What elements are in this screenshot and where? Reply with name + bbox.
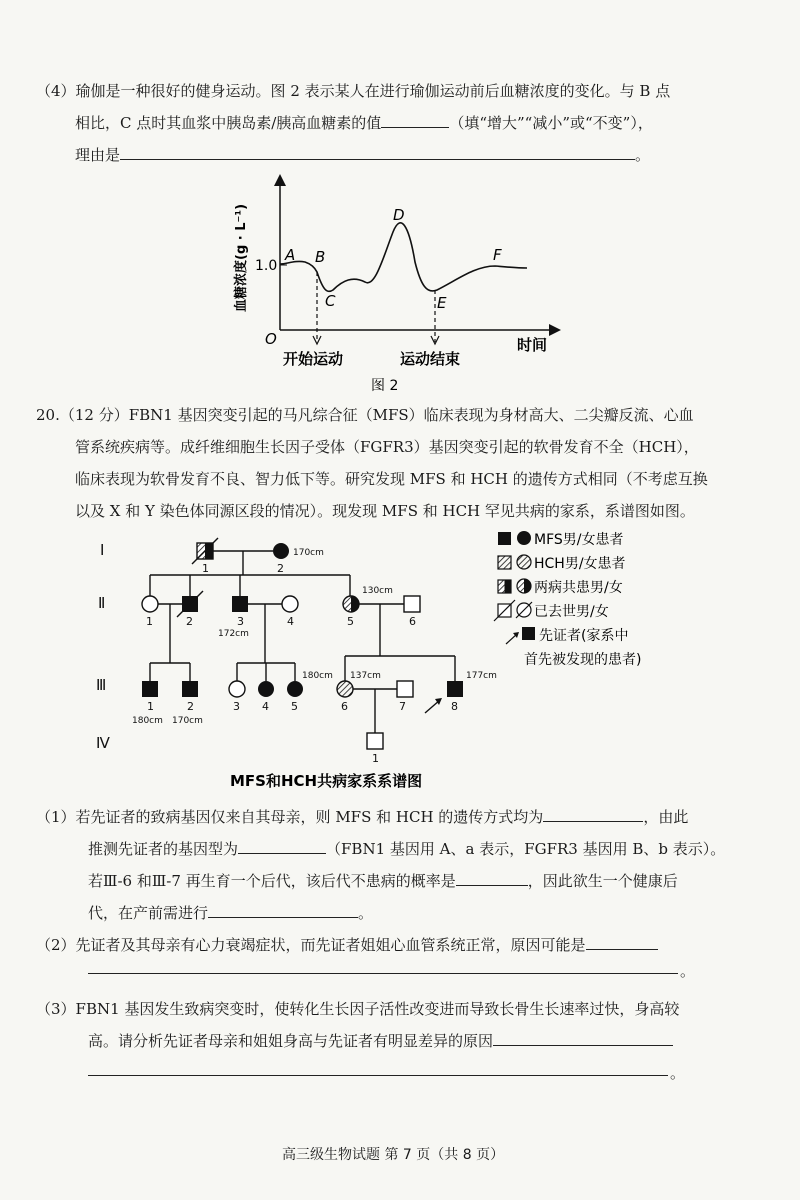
height-ii-5: 130cm — [362, 586, 393, 596]
figure-2-caption: 图 2 — [371, 378, 399, 394]
individual-iv-1 — [367, 733, 383, 749]
individual-iii-7 — [397, 681, 413, 697]
figure-2-graph — [225, 172, 565, 402]
label-iii-4: 4 — [262, 700, 269, 713]
start-exercise-label: 开始运动 — [283, 350, 344, 368]
individual-ii-1 — [142, 596, 158, 612]
label-iii-8: 8 — [451, 700, 458, 713]
sub1-line4: 代，在产前需进行 。 — [88, 904, 374, 922]
individual-ii-3 — [232, 596, 248, 612]
legend-both: 两病共患男/女 — [534, 580, 623, 596]
label-iv-1: 1 — [372, 752, 379, 765]
individual-iii-4 — [258, 681, 274, 697]
sub2-period: 。 — [680, 962, 696, 980]
point-b-label: B — [315, 248, 326, 266]
individual-iii-8-proband — [447, 681, 463, 697]
label-ii-4: 4 — [287, 615, 294, 628]
label-iii-3: 3 — [233, 700, 240, 713]
q4-line3: 理由是 。 — [75, 146, 651, 164]
individual-iii-3 — [229, 681, 245, 697]
q20-line1: 20.（12 分）FBN1 基因突变引起的马凡综合征（MFS）临床表现为身材高大、二尖瓣反流、心血 — [36, 406, 694, 424]
label-i-2: 2 — [277, 562, 284, 575]
q4-line2: 相比，C 点时其血浆中胰岛素/胰高血糖素的值 （填“增大”“减小”或“不变”）， — [75, 114, 653, 132]
q4-line1: （4）瑜伽是一种很好的健身运动。图 2 表示某人在进行瑜伽运动前后血糖浓度的变化。与 B 点 — [36, 82, 671, 100]
individual-ii-6 — [404, 596, 420, 612]
individual-i-2 — [273, 543, 289, 559]
legend-deceased: 已去世男/女 — [534, 604, 609, 620]
page-footer: 高三级生物试题 第 7 页（共 8 页） — [282, 1147, 505, 1163]
ytick-label: 1.0 — [255, 258, 278, 274]
sub1-genotype-blank[interactable] — [238, 839, 326, 854]
q20-line4: 以及 X 和 Y 染色体同源区段的情况）。现发现 MFS 和 HCH 罕见共病的家系，系谱图如图。 — [75, 502, 695, 520]
sub1-line3: 若Ⅲ-6 和Ⅲ-7 再生育一个后代，该后代不患病的概率是 ，因此欲生一个健康后 — [88, 872, 678, 890]
sub3-period: 。 — [670, 1064, 686, 1082]
end-exercise-label: 运动结束 — [400, 350, 461, 368]
sub1-probability-blank[interactable] — [456, 871, 528, 886]
pedigree-chart — [80, 528, 720, 798]
sub1-prenatal-blank[interactable] — [208, 903, 358, 918]
sub1-line1: （1）若先证者的致病基因仅来自其母亲，则 MFS 和 HCH 的遗传方式均为 ，由此 — [36, 808, 689, 826]
point-a-label: A — [285, 246, 296, 264]
sub1-line2: 推测先证者的基因型为 （FBN1 基因用 A、a 表示，FGFR3 基因用 B、b 表示）。 — [88, 840, 726, 858]
label-iii-7: 7 — [399, 700, 406, 713]
sub1-inheritance-blank[interactable] — [543, 807, 643, 822]
label-i-1: 1 — [202, 562, 209, 575]
individual-iii-5 — [287, 681, 303, 697]
sub2-reason-blank[interactable] — [88, 972, 678, 974]
label-ii-2: 2 — [186, 615, 193, 628]
point-d-label: D — [393, 206, 405, 224]
legend-proband-line1: 先证者(家系中 — [539, 628, 629, 644]
label-ii-5: 5 — [347, 615, 354, 628]
individual-iii-2 — [182, 681, 198, 697]
origin-label: O — [265, 330, 277, 348]
q20-line2: 管系统疾病等。成纤维细胞生长因子受体（FGFR3）基因突变引起的软骨发育不全（HCH）， — [75, 438, 699, 456]
height-iii-8: 177cm — [466, 671, 497, 681]
point-f-label: F — [493, 246, 502, 264]
point-e-label: E — [437, 294, 447, 312]
height-ii-3: 172cm — [218, 629, 249, 639]
sub3-line2: 高。请分析先证者母亲和姐姐身高与先证者有明显差异的原因 — [88, 1030, 673, 1051]
sub2-reason-blank-start[interactable] — [586, 935, 658, 950]
individual-iii-1 — [142, 681, 158, 697]
q4-answer-blank[interactable] — [381, 113, 449, 128]
label-ii-3: 3 — [237, 615, 244, 628]
pedigree-title: MFS和HCH共病家系系谱图 — [230, 772, 423, 790]
sub3-line1: （3）FBN1 基因发生致病突变时，使转化生长因子活性改变进而导致长骨生长速率过快，身高较 — [36, 1000, 680, 1018]
q4-reason-blank[interactable] — [120, 145, 635, 160]
x-axis-label: 时间 — [517, 336, 548, 354]
generation-i: Ⅰ — [100, 541, 105, 559]
legend-hch: HCH男/女患者 — [534, 556, 626, 572]
label-ii-1: 1 — [146, 615, 153, 628]
label-iii-6: 6 — [341, 700, 348, 713]
y-axis-label: 血糖浓度(g · L⁻¹) — [234, 203, 249, 312]
height-iii-2: 170cm — [172, 716, 203, 726]
label-iii-2: 2 — [187, 700, 194, 713]
label-ii-6: 6 — [409, 615, 416, 628]
pedigree-legend — [494, 531, 641, 668]
height-iii-6: 137cm — [350, 671, 381, 681]
q20-line3: 临床表现为软骨发育不良、智力低下等。研究发现 MFS 和 HCH 的遗传方式相同（不考虑互换 — [75, 470, 708, 488]
height-iii-5: 180cm — [302, 671, 333, 681]
point-c-label: C — [325, 292, 336, 310]
height-iii-1: 180cm — [132, 716, 163, 726]
individual-iii-6 — [337, 681, 353, 697]
sub3-reason-blank-start[interactable] — [493, 1031, 673, 1046]
generation-iv: Ⅳ — [96, 734, 110, 752]
label-iii-1: 1 — [147, 700, 154, 713]
legend-proband-line2: 首先被发现的患者) — [524, 652, 642, 668]
generation-iii: Ⅲ — [96, 676, 107, 694]
height-i-2: 170cm — [293, 548, 324, 558]
sub2-line1: （2）先证者及其母亲有心力衰竭症状，而先证者姐姐心血管系统正常，原因可能是 — [36, 934, 658, 955]
legend-mfs: MFS男/女患者 — [534, 532, 624, 548]
label-iii-5: 5 — [291, 700, 298, 713]
sub3-reason-blank[interactable] — [88, 1074, 668, 1076]
generation-ii: Ⅱ — [98, 594, 106, 612]
individual-ii-4 — [282, 596, 298, 612]
